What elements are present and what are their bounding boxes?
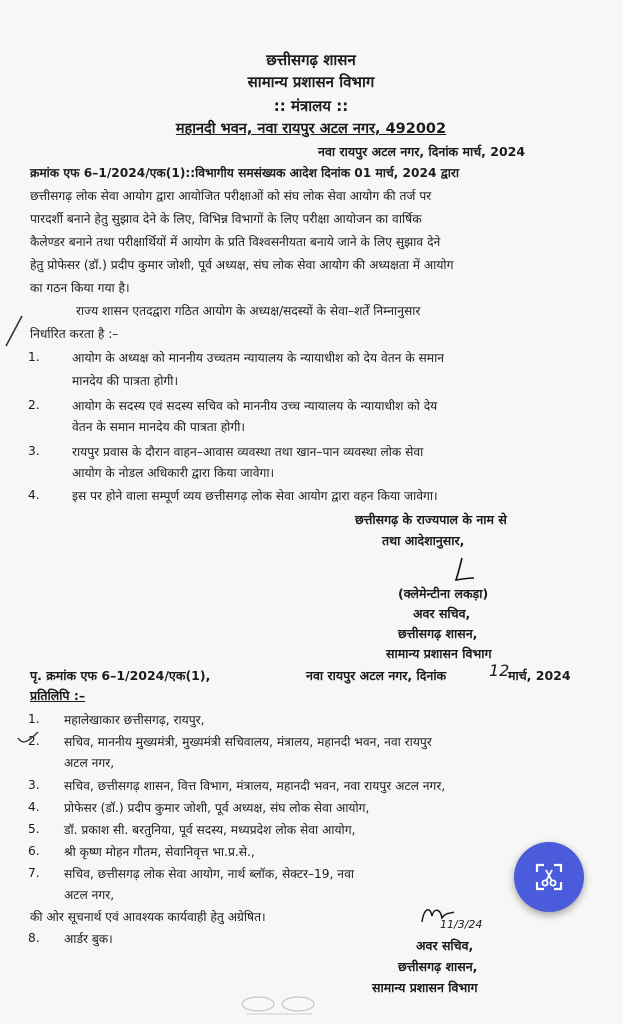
- copy-line: अटल नगर,: [64, 888, 115, 902]
- endorsement-ref: पृ. क्रमांक एफ 6–1/2024/एक(1),: [30, 668, 211, 683]
- copy-number: 8.: [28, 931, 40, 945]
- condition-number: 2.: [28, 398, 40, 412]
- copy-line: सचिव, छत्तीसगढ़ शासन, वित्त विभाग, मंत्रालय, महानदी भवन, नवा रायपुर अटल नगर,: [64, 779, 446, 793]
- copy-number: 4.: [28, 800, 40, 814]
- condition-line: वेतन के समान मानदेय की पात्रता होगी।: [72, 420, 245, 434]
- copy-line: श्री कृष्ण मोहन गौतम, सेवानिवृत्त भा.प्र.से.,: [64, 845, 255, 859]
- forwarding-note: की ओर सूचनार्थ एवं आवश्यक कार्यवाही हेतु अग्रेषित।: [30, 910, 266, 924]
- condition-line: मानदेय की पात्रता होगी।: [72, 374, 179, 388]
- copy-line: सचिव, माननीय मुख्यमंत्री, मुख्यमंत्री सचिवालय, मंत्रालय, महानदी भवन, नवा रायपुर: [64, 735, 432, 749]
- margin-tick-mark: [4, 312, 26, 348]
- check-mark: [16, 728, 40, 748]
- condition-line: आयोग के नोडल अधिकारी द्वारा किया जावेगा।: [72, 466, 275, 480]
- signatory-line: छत्तीसगढ़ शासन,: [398, 626, 478, 641]
- signature-mark: [448, 556, 478, 586]
- para2-line: राज्य शासन एतदद्वारा गठित आयोग के अध्यक्ष/सदस्यों के सेवा–शर्तें निम्नानुसार: [76, 304, 421, 318]
- para2-line: निर्धारित करता है :–: [30, 327, 119, 341]
- para1-line: छत्तीसगढ़ लोक सेवा आयोग द्वारा आयोजित परीक्षाओं को संघ लोक सेवा आयोग की तर्ज पर: [30, 189, 432, 203]
- footer-emblem-icon: [236, 994, 322, 1018]
- header-department: सामान्य प्रशासन विभाग: [247, 73, 375, 91]
- copy-line: महालेखाकार छत्तीसगढ़, रायपुर,: [64, 713, 205, 727]
- copy-number: 7.: [28, 866, 40, 880]
- header-ministry: :: मंत्रालय ::: [273, 97, 349, 115]
- copy-line: डॉ. प्रकाश सी. बरतुनिया, पूर्व सदस्य, मध्यप्रदेश लोक सेवा आयोग,: [64, 823, 356, 837]
- scissors-crop-icon: [532, 860, 566, 894]
- copy-line: अटल नगर,: [64, 756, 115, 770]
- sign-date: 11/3/24: [440, 918, 483, 931]
- para1-line: हेतु प्रोफेसर (डॉ.) प्रदीप कुमार जोशी, पूर्व अध्यक्ष, संघ लोक सेवा आयोग की अध्यक्षता में आयोग: [30, 258, 454, 272]
- condition-line: रायपुर प्रवास के दौरान वाहन–आवास व्यवस्था तथा खान–पान व्यवस्था लोक सेवा: [72, 445, 424, 459]
- endorsement-date-suffix: मार्च, 2024: [508, 668, 571, 683]
- crop-action-button[interactable]: [514, 842, 584, 912]
- copy-line: प्रोफेसर (डॉ.) प्रदीप कुमार जोशी, पूर्व अध्यक्ष, संघ लोक सेवा आयोग,: [64, 801, 370, 815]
- para1-line: क्रमांक एफ 6–1/2024/एक(1)::विभागीय समसंख्यक आदेश दिनांक 01 मार्च, 2024 द्वारा: [30, 166, 460, 180]
- para1-line: पारदर्शी बनाने हेतु सुझाव देने के लिए, विभिन्न विभागों के लिए परीक्षा आयोजन का वार्षिक: [30, 212, 422, 226]
- signatory2-line: छत्तीसगढ़ शासन,: [398, 959, 478, 974]
- condition-line: इस पर होने वाला सम्पूर्ण व्यय छत्तीसगढ़ लोक सेवा आयोग द्वारा वहन किया जावेगा।: [72, 489, 438, 503]
- condition-line: आयोग के सदस्य एवं सदस्य सचिव को माननीय उच्च न्यायालय के न्यायाधीश को देय: [72, 399, 438, 413]
- para1-line: कैलेण्डर बनाने तथा परीक्षार्थियों में आयोग के प्रति विश्वसनीयता बनाये जाने के लिए सुझाव देने: [30, 235, 441, 249]
- copy-number: 3.: [28, 778, 40, 792]
- copy-label: प्रतिलिपि :–: [30, 688, 86, 703]
- header-address: महानदी भवन, नवा रायपुर अटल नगर, 492002: [175, 121, 447, 137]
- dateline: नवा रायपुर अटल नगर, दिनांक मार्च, 2024: [318, 144, 526, 159]
- copy-line: आर्डर बुक।: [64, 932, 113, 946]
- signatory-line: सामान्य प्रशासन विभाग: [386, 646, 492, 661]
- copy-number: 5.: [28, 822, 40, 836]
- signatory-line: अवर सचिव,: [413, 606, 471, 621]
- order-by-line: तथा आदेशानुसार,: [382, 533, 465, 548]
- header-state: छत्तीसगढ़ शासन: [266, 51, 356, 69]
- condition-number: 3.: [28, 444, 40, 458]
- copy-number: 2.: [28, 734, 40, 748]
- signatory2-line: अवर सचिव,: [416, 938, 474, 953]
- condition-number: 4.: [28, 488, 40, 502]
- signatory2-line: सामान्य प्रशासन विभाग: [372, 980, 478, 995]
- condition-number: 1.: [28, 350, 40, 364]
- condition-line: आयोग के अध्यक्ष को माननीय उच्चतम न्यायालय के न्यायाधीश को देय वेतन के समान: [72, 351, 445, 365]
- signatory-name: (क्लेमेन्टीना लकड़ा): [398, 586, 489, 601]
- copy-number: 1.: [28, 712, 40, 726]
- copy-number: 6.: [28, 844, 40, 858]
- order-by-line: छत्तीसगढ़ के राज्यपाल के नाम से: [355, 512, 507, 527]
- handwritten-date: 12: [489, 661, 510, 680]
- endorsement-date: नवा रायपुर अटल नगर, दिनांक: [306, 668, 447, 683]
- copy-line: सचिव, छत्तीसगढ़ लोक सेवा आयोग, नार्थ ब्लॉक, सेक्टर–19, नवा: [64, 867, 354, 881]
- para1-line: का गठन किया गया है।: [30, 281, 130, 295]
